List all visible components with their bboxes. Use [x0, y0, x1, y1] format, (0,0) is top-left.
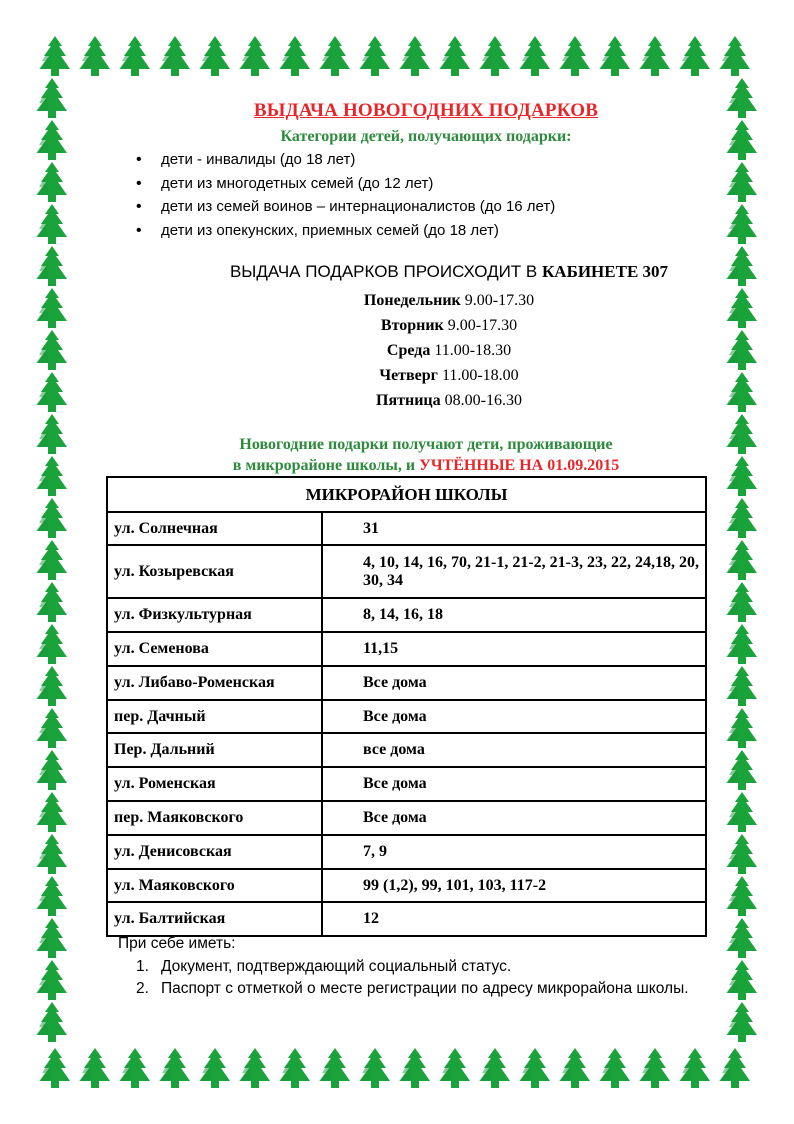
- street-cell: ул. Козыревская: [107, 545, 322, 598]
- schedule-time: 11.00-18.30: [430, 342, 512, 359]
- table-row: [107, 733, 706, 767]
- bring-label: При себе иметь:: [118, 935, 236, 952]
- houses-cell: 99 (1,2), 99, 101, 103, 117-2: [322, 869, 706, 902]
- list-item: [136, 978, 696, 1000]
- schedule-row: [0, 288, 794, 313]
- houses-cell: Все дома: [322, 767, 706, 801]
- street-cell: пер. Дачный: [107, 700, 322, 733]
- room-number: КАБИНЕТЕ 307: [541, 262, 669, 281]
- houses-cell: все дома: [322, 733, 706, 767]
- item-text: Паспорт с отметкой о месте регистрации по адресу микрорайона школы.: [161, 980, 689, 997]
- issue-location: [0, 262, 794, 282]
- notice-line: в микрорайоне школы, и: [232, 457, 420, 474]
- houses-cell: Все дома: [322, 666, 706, 700]
- table-row: [107, 801, 706, 835]
- issue-text: ВЫДАЧА ПОДАРКОВ ПРОИСХОДИТ В: [229, 262, 542, 281]
- table-row: [107, 902, 706, 936]
- list-item: • дети из опекунских, приемных семей (до 18 лет): [136, 219, 555, 243]
- table-row: [107, 632, 706, 666]
- categories-heading: Категории детей, получающих подарки:: [280, 128, 572, 145]
- table-row: [107, 835, 706, 869]
- houses-cell: 4, 10, 14, 16, 70, 21-1, 21-2, 21-3, 23, 22, 24,18, 20, 30, 34: [322, 545, 706, 598]
- notice-line: Новогодние подарки получают дети, проживающие: [239, 436, 613, 453]
- table-row: [107, 767, 706, 801]
- schedule-time: 11.00-18.00: [437, 367, 519, 384]
- houses-cell: Все дома: [322, 700, 706, 733]
- notice-line-2: [0, 455, 794, 476]
- schedule-day: Вторник: [380, 317, 444, 334]
- houses-cell: 31: [322, 512, 706, 545]
- houses-cell: 11,15: [322, 632, 706, 666]
- list-item: • дети - инвалиды (до 18 лет): [136, 148, 555, 172]
- schedule-day: Понедельник: [363, 292, 461, 309]
- schedule-row: [0, 363, 794, 388]
- street-cell: ул. Балтийская: [107, 902, 322, 936]
- street-cell: ул. Физкультурная: [107, 598, 322, 632]
- street-cell: ул. Маяковского: [107, 869, 322, 902]
- district-table: [106, 476, 707, 937]
- houses-cell: 7, 9: [322, 835, 706, 869]
- table-row: [107, 700, 706, 733]
- table-header: МИКРОРАЙОН ШКОЛЫ: [107, 477, 706, 512]
- schedule-row: [0, 338, 794, 363]
- categories-list: [136, 148, 555, 242]
- requirements-list: [136, 956, 696, 1000]
- list-item: • дети из семей воинов – интернационалистов (до 16 лет): [136, 195, 555, 219]
- schedule-day: Четверг: [379, 367, 438, 384]
- item-number: 2.: [136, 980, 149, 997]
- schedule-day: Среда: [386, 342, 431, 359]
- schedule-row: [0, 388, 794, 413]
- table-row: [107, 598, 706, 632]
- schedule-day: Пятница: [376, 392, 441, 409]
- page-title: ВЫДАЧА НОВОГОДНИХ ПОДАРКОВ: [253, 100, 599, 121]
- schedule-time: 08.00-16.30: [440, 392, 522, 409]
- item-text: Документ, подтверждающий социальный статус.: [161, 958, 512, 975]
- houses-cell: 8, 14, 16, 18: [322, 598, 706, 632]
- notice-highlight: УЧТЁННЫЕ НА 01.09.2015: [419, 457, 620, 474]
- schedule-time: 9.00-17.30: [460, 292, 535, 309]
- eligibility-notice: [0, 434, 794, 476]
- street-cell: ул. Солнечная: [107, 512, 322, 545]
- street-cell: ул. Денисовская: [107, 835, 322, 869]
- houses-cell: 12: [322, 902, 706, 936]
- street-cell: ул. Либаво-Роменская: [107, 666, 322, 700]
- table-row: [107, 512, 706, 545]
- item-number: 1.: [136, 958, 149, 975]
- table-row: [107, 545, 706, 598]
- schedule: [0, 288, 794, 413]
- street-cell: ул. Семенова: [107, 632, 322, 666]
- list-item: • дети из многодетных семей (до 12 лет): [136, 172, 555, 196]
- table-row: [107, 666, 706, 700]
- houses-cell: Все дома: [322, 801, 706, 835]
- street-cell: Пер. Дальний: [107, 733, 322, 767]
- schedule-time: 9.00-17.30: [443, 317, 518, 334]
- street-cell: ул. Роменская: [107, 767, 322, 801]
- schedule-row: [0, 313, 794, 338]
- table-row: [107, 869, 706, 902]
- street-cell: пер. Маяковского: [107, 801, 322, 835]
- list-item: [136, 956, 696, 978]
